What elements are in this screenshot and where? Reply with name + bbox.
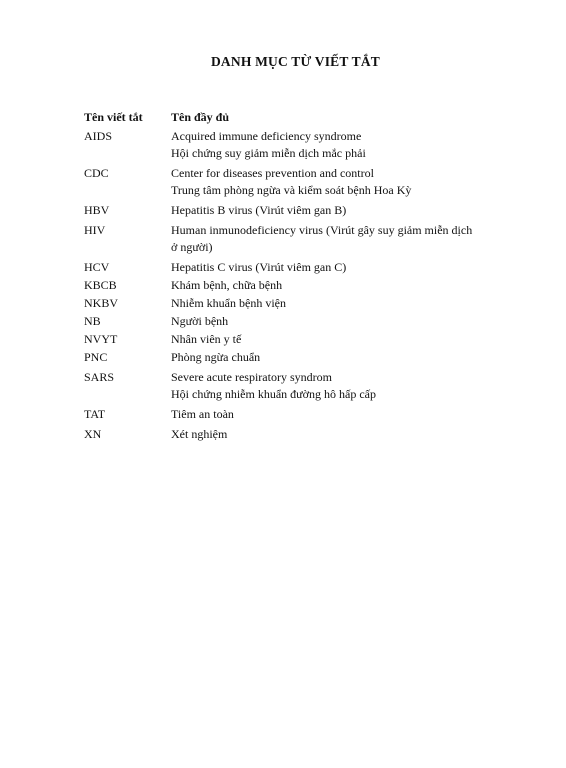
abbreviation-cell: KBCB <box>84 278 117 292</box>
full-name-line: Nhiễm khuẩn bệnh viện <box>171 296 286 310</box>
full-name-cell <box>171 260 504 275</box>
header-full-name: Tên đầy đủ <box>171 110 230 124</box>
abbreviation-cell: XN <box>84 427 102 441</box>
full-name-line: Nhân viên y tế <box>171 332 242 346</box>
abbreviation-cell: NVYT <box>84 332 118 346</box>
abbreviation-cell: NB <box>84 314 101 328</box>
table-row <box>84 370 504 402</box>
full-name-line: Phòng ngừa chuẩn <box>171 350 261 364</box>
full-name-cell <box>171 223 504 255</box>
abbreviation-cell: NKBV <box>84 296 119 310</box>
table-row <box>84 278 504 293</box>
full-name-cell <box>171 203 504 218</box>
full-name-line: Human inmunodeficiency virus (Virút gây suy giảm miễn dịch <box>171 223 473 237</box>
table-row <box>84 427 504 442</box>
full-name-line: Hepatitis C virus (Virút viêm gan C) <box>171 260 347 274</box>
abbreviation-cell: CDC <box>84 166 109 180</box>
table-row <box>84 223 504 255</box>
abbreviation-cell: PNC <box>84 350 108 364</box>
table-row <box>84 129 504 161</box>
full-name-cell <box>171 314 504 329</box>
full-name-line: Hội chứng nhiễm khuẩn đường hô hấp cấp <box>171 387 376 401</box>
header-abbreviation: Tên viết tắt <box>84 110 143 124</box>
abbreviation-table <box>84 110 504 447</box>
table-row <box>84 296 504 311</box>
full-name-line: Hội chứng suy giảm miễn dịch mắc phải <box>171 146 366 160</box>
full-name-line: Center for diseases prevention and control <box>171 166 374 180</box>
abbreviation-cell: SARS <box>84 370 115 384</box>
full-name-cell <box>171 407 504 422</box>
full-name-line: Người bệnh <box>171 314 229 328</box>
table-row <box>84 260 504 275</box>
full-name-cell <box>171 427 504 442</box>
full-name-line: Severe acute respiratory syndrom <box>171 370 332 384</box>
full-name-line: Xét nghiệm <box>171 427 228 441</box>
table-row <box>84 203 504 218</box>
full-name-cell <box>171 166 504 198</box>
full-name-line: Acquired immune deficiency syndrome <box>171 129 362 143</box>
full-name-cell <box>171 296 504 311</box>
abbreviation-cell: HBV <box>84 203 110 217</box>
full-name-cell <box>171 350 504 365</box>
full-name-cell <box>171 278 504 293</box>
abbreviation-cell: TAT <box>84 407 106 421</box>
abbreviation-cell: HCV <box>84 260 110 274</box>
full-name-line: ở người) <box>171 240 213 254</box>
full-name-line: Khám bệnh, chữa bệnh <box>171 278 283 292</box>
full-name-line: Trung tâm phòng ngừa và kiểm soát bệnh Hoa Kỳ <box>171 183 412 197</box>
abbreviation-cell: AIDS <box>84 129 113 143</box>
table-row <box>84 332 504 347</box>
table-row <box>84 407 504 422</box>
full-name-cell <box>171 129 504 161</box>
abbreviation-cell: HIV <box>84 223 106 237</box>
full-name-line: Hepatitis B virus (Virút viêm gan B) <box>171 203 347 217</box>
table-row <box>84 350 504 365</box>
table-row <box>84 314 504 329</box>
table-row <box>84 166 504 198</box>
full-name-cell <box>171 332 504 347</box>
page-title: DANH MỤC TỪ VIẾT TẮT <box>210 54 381 69</box>
table-body <box>84 129 504 442</box>
full-name-cell <box>171 370 504 402</box>
full-name-line: Tiêm an toàn <box>171 407 234 421</box>
table-header <box>84 110 504 125</box>
